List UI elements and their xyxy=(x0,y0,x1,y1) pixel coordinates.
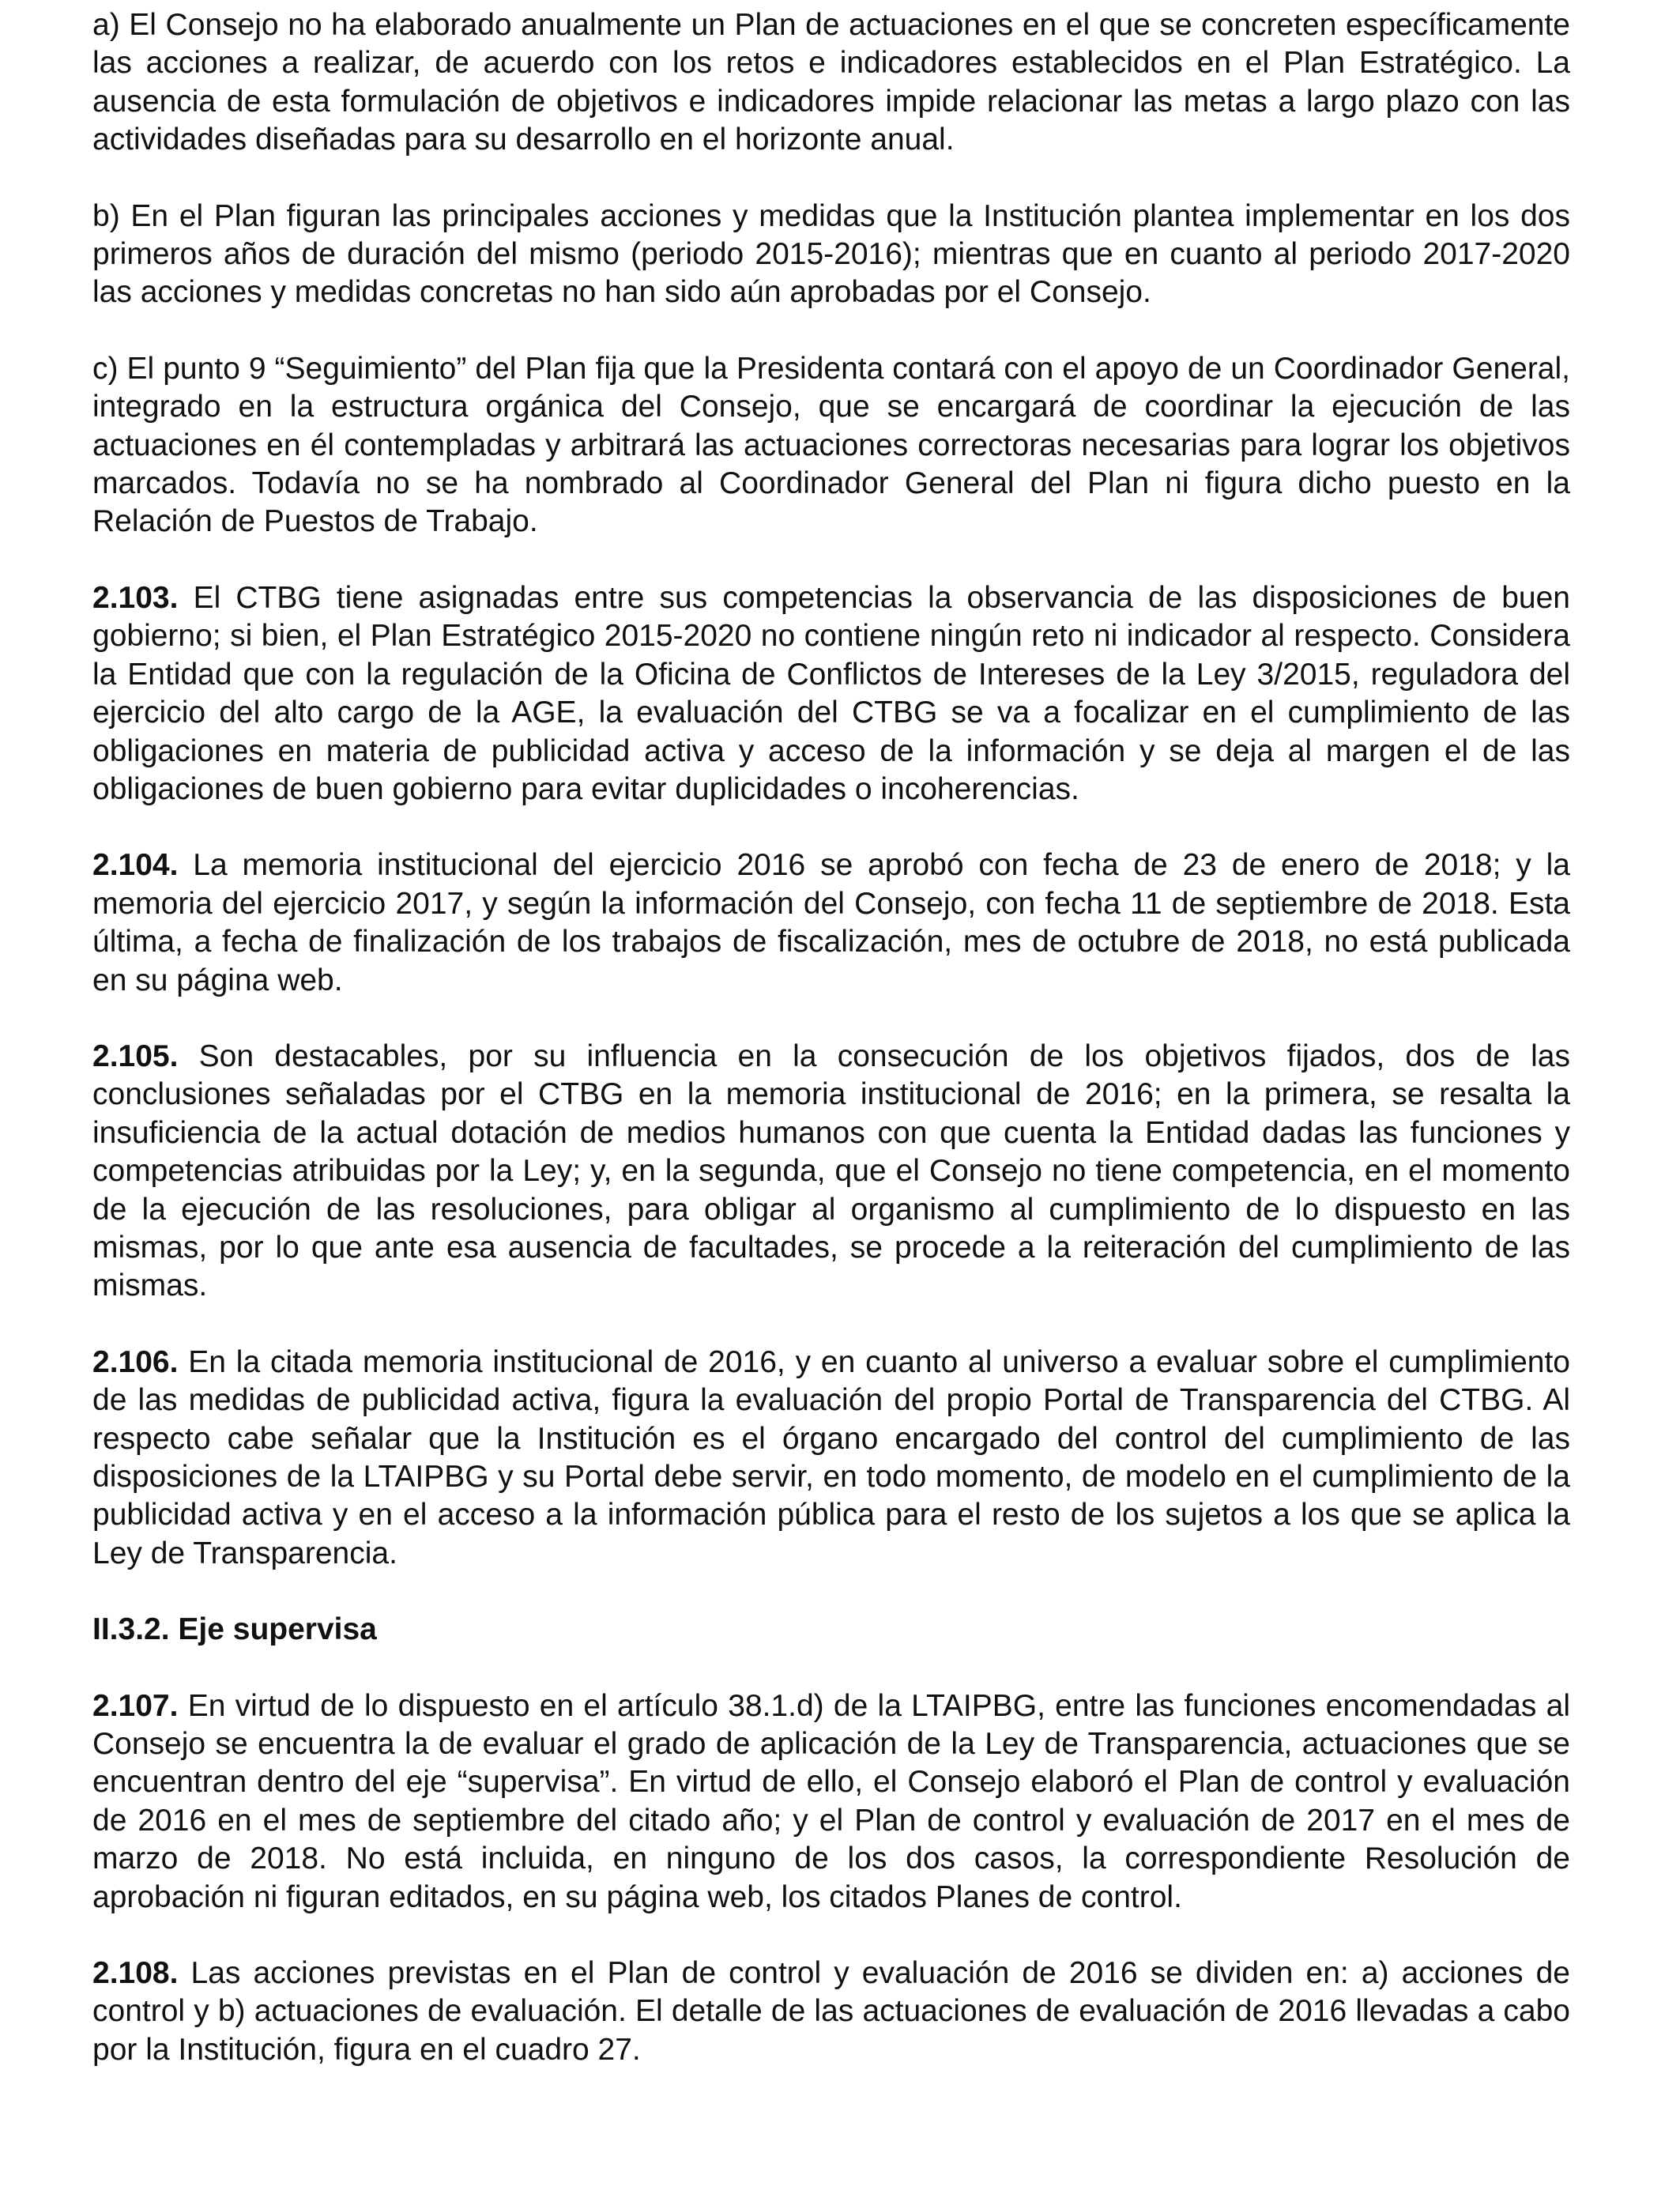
paragraph-c xyxy=(92,350,1570,541)
paragraph-b-marker: b) xyxy=(92,198,120,233)
paragraph-text: Son destacables, por su influencia en la consecución de los objetivos fijados, dos de las conclusiones señaladas por el CTBG en la memoria institucional de 2016; en la primera, se resalta la insuficiencia de la actual dotación de medios humanos con que cuenta la Entidad dadas las funciones y competencias atribuidas por la Ley; y, en la segunda, que el Consejo no tiene competencia, en el momento de la ejecución de las resoluciones, para obligar al organismo al cumplimiento de lo dispuesto en las mismas, por lo que ante esa ausencia de facultades, se procede a la reiteración del cumplimiento de las mismas. xyxy=(92,1039,1570,1303)
paragraph-2-107 xyxy=(92,1687,1570,1917)
paragraph-a-marker: a) xyxy=(92,8,120,42)
section-heading: II.3.2. Eje supervisa xyxy=(92,1612,377,1647)
paragraph-number: 2.104. xyxy=(92,848,179,883)
paragraph-2-103 xyxy=(92,579,1570,809)
paragraph-b-text: En el Plan figuran las principales acciones y medidas que la Institución plantea implementar en los dos primeros años de duración del mismo (periodo 2015-2016); mientras que en cuanto al periodo 2017-2020 las acciones y medidas concretas no han sido aún aprobadas por el Consejo. xyxy=(92,198,1570,310)
document-page xyxy=(92,6,1570,2107)
paragraph-text: El CTBG tiene asignadas entre sus competencias la observancia de las disposiciones de buen gobierno; si bien, el Plan Estratégico 2015-2020 no contiene ningún reto ni indicador al respecto. Considera la Entidad que con la regulación de la Oficina de Conflictos de Intereses de la Ley 3/2015, reguladora del ejercicio del alto cargo de la AGE, la evaluación del CTBG se va a focalizar en el cumplimiento de las obligaciones en materia de publicidad activa y acceso de la información y se deja al margen el de las obligaciones de buen gobierno para evitar duplicidades o incoherencias. xyxy=(92,580,1570,806)
paragraph-2-106 xyxy=(92,1344,1570,1573)
paragraph-a xyxy=(92,6,1570,160)
paragraph-a-text: El Consejo no ha elaborado anualmente un Plan de actuaciones en el que se concreten específicamente las acciones a realizar, de acuerdo con los retos e indicadores establecidos en el Plan Estratégico. La ausencia de esta formulación de objetivos e indicadores impide relacionar las metas a largo plazo con las actividades diseñadas para su desarrollo en el horizonte anual. xyxy=(92,8,1570,157)
paragraph-c-text: El punto 9 “Seguimiento” del Plan fija que la Presidenta contará con el apoyo de un Coordinador General, integrado en la estructura orgánica del Consejo, que se encargará de coordinar la ejecución de las actuaciones en él contempladas y arbitrará las actuaciones correctoras necesarias para lograr los objetivos marcados. Todavía no se ha nombrado al Coordinador General del Plan ni figura dicho puesto en la Relación de Puestos de Trabajo. xyxy=(92,351,1571,539)
paragraph-text: En virtud de lo dispuesto en el artículo 38.1.d) de la LTAIPBG, entre las funciones encomendadas al Consejo se encuentra la de evaluar el grado de aplicación de la Ley de Transparencia, actuaciones que se encuentran dentro del eje “supervisa”. En virtud de ello, el Consejo elaboró el Plan de control y evaluación de 2016 en el mes de septiembre del citado año; y el Plan de control y evaluación de 2017 en el mes de marzo de 2018. No está incluida, en ninguno de los dos casos, la correspondiente Resolución de aprobación ni figuran editados, en su página web, los citados Planes de control. xyxy=(92,1688,1570,1914)
paragraph-b xyxy=(92,198,1570,312)
paragraph-c-marker: c) xyxy=(92,351,119,386)
paragraph-2-108 xyxy=(92,1955,1570,2069)
paragraph-number: 2.105. xyxy=(92,1039,179,1073)
paragraph-number: 2.106. xyxy=(92,1344,179,1379)
paragraph-number: 2.107. xyxy=(92,1688,179,1723)
paragraph-number: 2.108. xyxy=(92,1956,179,1991)
paragraph-text: La memoria institucional del ejercicio 2016 se aprobó con fecha de 23 de enero de 2018; y la memoria del ejercicio 2017, y según la información del Consejo, con fecha 11 de septiembre de 2018. Esta última, a fecha de finalización de los trabajos de fiscalización, mes de octubre de 2018, no está publicada en su página web. xyxy=(92,848,1571,997)
paragraph-2-105 xyxy=(92,1038,1570,1306)
paragraph-number: 2.103. xyxy=(92,580,179,615)
paragraph-text: Las acciones previstas en el Plan de control y evaluación de 2016 se dividen en: a) acciones de control y b) actuaciones de evaluación. El detalle de las actuaciones de evaluación de 2016 llevadas a cabo por la Institución, figura en el cuadro 27. xyxy=(92,1956,1570,2067)
paragraph-2-104 xyxy=(92,846,1570,1000)
paragraph-text: En la citada memoria institucional de 2016, y en cuanto al universo a evaluar sobre el cumplimiento de las medidas de publicidad activa, figura la evaluación del propio Portal de Transparencia del CTBG. Al respecto cabe señalar que la Institución es el órgano encargado del control del cumplimiento de las disposiciones de la LTAIPBG y su Portal debe servir, en todo momento, de modelo en el cumplimiento de la publicidad activa y en el acceso a la información pública para el resto de los sujetos a los que se aplica la Ley de Transparencia. xyxy=(92,1344,1570,1570)
